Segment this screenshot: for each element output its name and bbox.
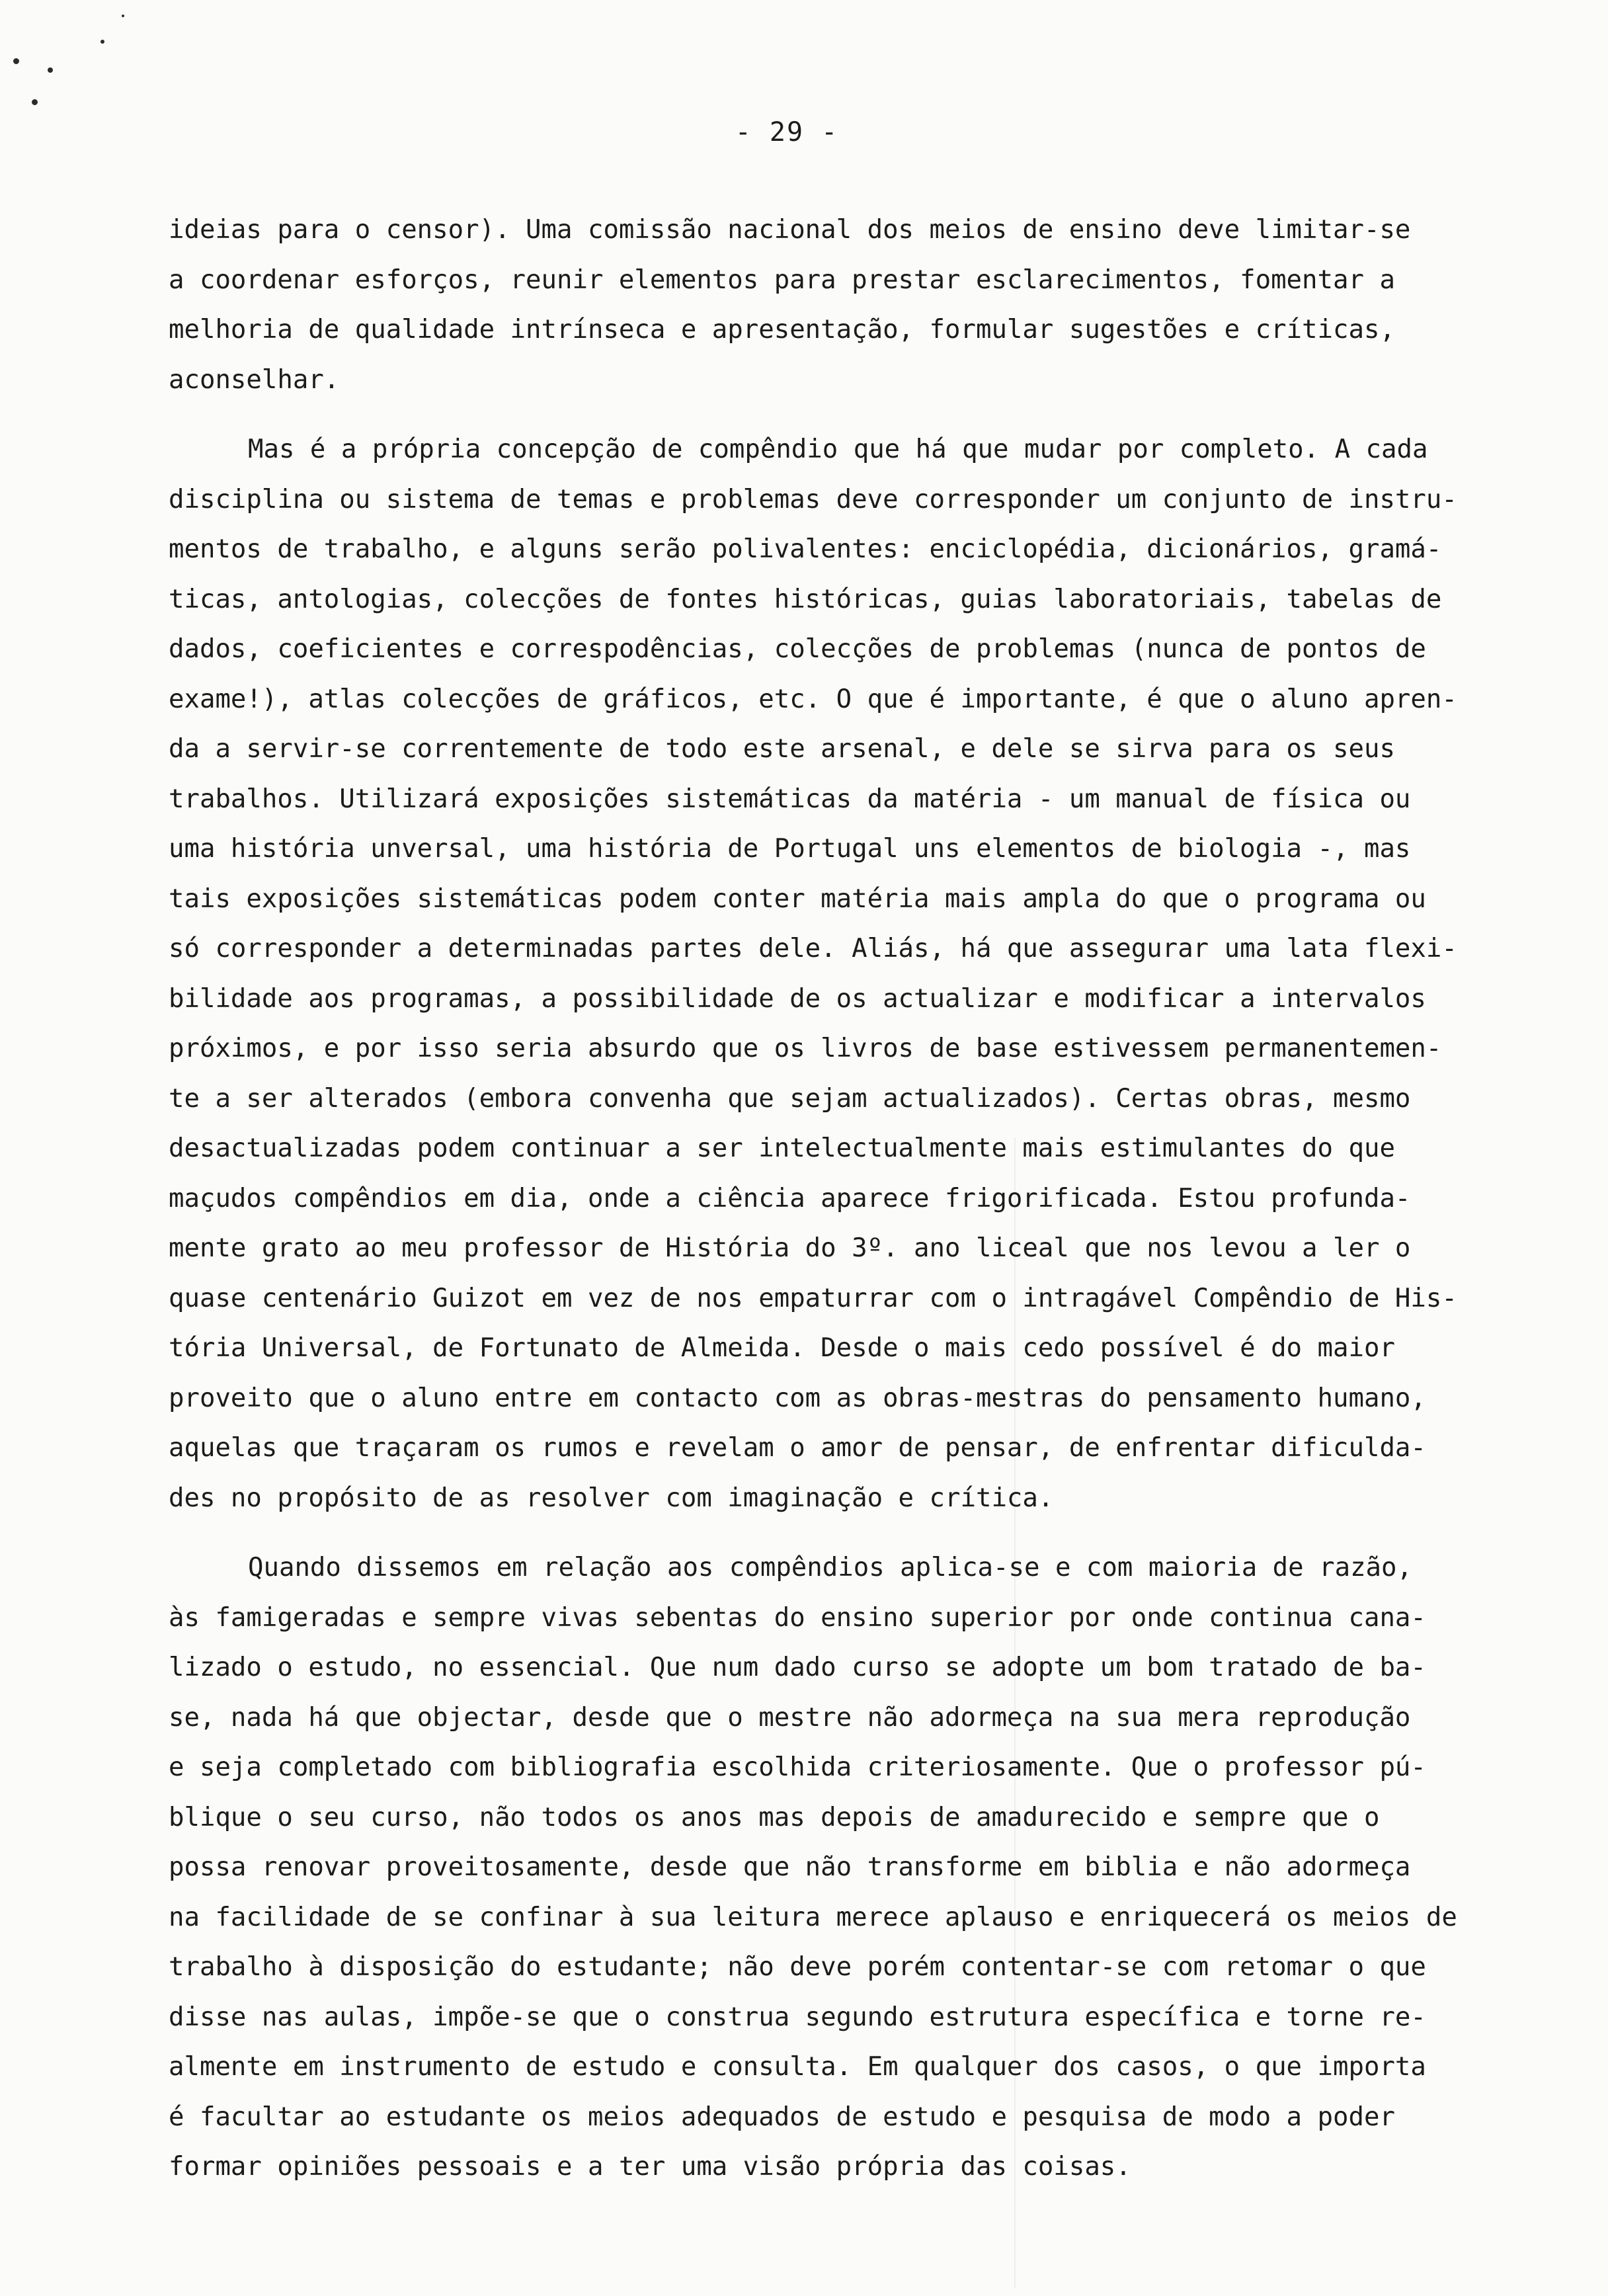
text-line: quase centenário Guizot em vez de nos empaturrar com o intragável Compêndio de His- <box>169 1283 1457 1313</box>
text-line: a coordenar esforços, reunir elementos para prestar esclarecimentos, fomentar a <box>169 265 1395 295</box>
scan-speck <box>122 15 124 17</box>
text-line: melhoria de qualidade intrínseca e apresentação, formular sugestões e críticas, <box>169 315 1395 345</box>
text-line: às famigeradas e sempre vivas sebentas do ensino superior por onde continua cana- <box>169 1602 1426 1633</box>
paragraph-gap <box>169 405 1550 425</box>
text-line: tais exposições sistemáticas podem conter matéria mais ampla do que o programa ou <box>169 883 1426 914</box>
text-line: almente em instrumento de estudo e consulta. Em qualquer dos casos, o que importa <box>169 2052 1426 2082</box>
text-line: formar opiniões pessoais e a ter uma visão própria das coisas. <box>169 2152 1131 2182</box>
text-line: ideias para o censor). Uma comissão nacional dos meios de ensino deve limitar-se <box>169 215 1411 245</box>
text-line: exame!), atlas colecções de gráficos, etc. O que é importante, é que o aluno apren- <box>169 684 1457 714</box>
text-line: na facilidade de se confinar à sua leitura merece aplauso e enriquecerá os meios de <box>169 1902 1457 1932</box>
paragraph-1 <box>169 205 1550 405</box>
text-line: trabalho à disposição do estudante; não deve porém contentar-se com retomar o que <box>169 1952 1426 1982</box>
text-line: é facultar ao estudante os meios adequados de estudo e pesquisa de modo a poder <box>169 2102 1395 2132</box>
text-line: disse nas aulas, impõe-se que o construa segundo estrutura específica e torne re- <box>169 2002 1426 2032</box>
scan-speck <box>48 67 53 73</box>
text-line: só corresponder a determinadas partes dele. Aliás, há que assegurar uma lata flexi- <box>169 934 1457 964</box>
text-line: Mas é a própria concepção de compêndio que há que mudar por completo. A cada <box>248 434 1428 464</box>
text-line: lizado o estudo, no essencial. Que num dado curso se adopte um bom tratado de ba- <box>169 1653 1426 1682</box>
text-line: blique o seu curso, não todos os anos mas depois de amadurecido e sempre que o <box>169 1802 1380 1832</box>
text-line: te a ser alterados (embora convenha que sejam actualizados). Certas obras, mesmo <box>169 1083 1411 1114</box>
text-line: da a servir-se correntemente de todo este arsenal, e dele se sirva para os seus <box>169 734 1395 764</box>
text-line: uma história unversal, uma história de Portugal uns elementos de biologia -, mas <box>169 834 1411 864</box>
document-body <box>169 205 1550 2192</box>
text-line: possa renovar proveitosamente, desde que não transforme em biblia e não adormeça <box>169 1852 1411 1882</box>
text-line: des no propósito de as resolver com imaginação e crítica. <box>169 1483 1054 1513</box>
text-line: disciplina ou sistema de temas e problemas deve corresponder um conjunto de instru- <box>169 484 1457 514</box>
text-line: bilidade aos programas, a possibilidade de os actualizar e modificar a intervalos <box>169 983 1426 1014</box>
text-line: aconselhar. <box>169 364 340 395</box>
paragraph-gap <box>169 1523 1550 1543</box>
text-line: proveito que o aluno entre em contacto com as obras-mestras do pensamento humano, <box>169 1383 1426 1413</box>
page-number: - 29 - <box>735 117 839 147</box>
text-line: tória Universal, de Fortunato de Almeida. Desde o mais cedo possível é do maior <box>169 1333 1395 1363</box>
text-line: mente grato ao meu professor de História do 3º. ano liceal que nos levou a ler o <box>169 1233 1411 1263</box>
text-line: maçudos compêndios em dia, onde a ciência aparece frigorificada. Estou profunda- <box>169 1183 1411 1213</box>
scan-speck <box>32 99 38 105</box>
text-line: Quando dissemos em relação aos compêndios aplica-se e com maioria de razão, <box>248 1553 1412 1582</box>
text-line: aquelas que traçaram os rumos e revelam o amor de pensar, de enfrentar dificulda- <box>169 1433 1426 1463</box>
scan-speck <box>100 40 104 44</box>
text-line: se, nada há que objectar, desde que o mestre não adormeça na sua mera reprodução <box>169 1702 1411 1733</box>
paragraph-2 <box>169 425 1550 1523</box>
paragraph-3 <box>169 1543 1550 2192</box>
text-line: trabalhos. Utilizará exposições sistemáticas da matéria - um manual de física ou <box>169 784 1411 814</box>
scan-speck <box>13 58 19 64</box>
text-line: e seja completado com bibliografia escolhida criteriosamente. Que o professor pú- <box>169 1752 1426 1782</box>
text-line: ticas, antologias, colecções de fontes históricas, guias laboratoriais, tabelas de <box>169 584 1442 614</box>
text-line: próximos, e por isso seria absurdo que os livros de base estivessem permanentemen- <box>169 1034 1442 1063</box>
text-line: desactualizadas podem continuar a ser intelectualmente mais estimulantes do que <box>169 1133 1395 1163</box>
text-line: dados, coeficientes e correspodências, colecções de problemas (nunca de pontos de <box>169 634 1426 664</box>
text-line: mentos de trabalho, e alguns serão polivalentes: enciclopédia, dicionários, gramá- <box>169 534 1442 564</box>
